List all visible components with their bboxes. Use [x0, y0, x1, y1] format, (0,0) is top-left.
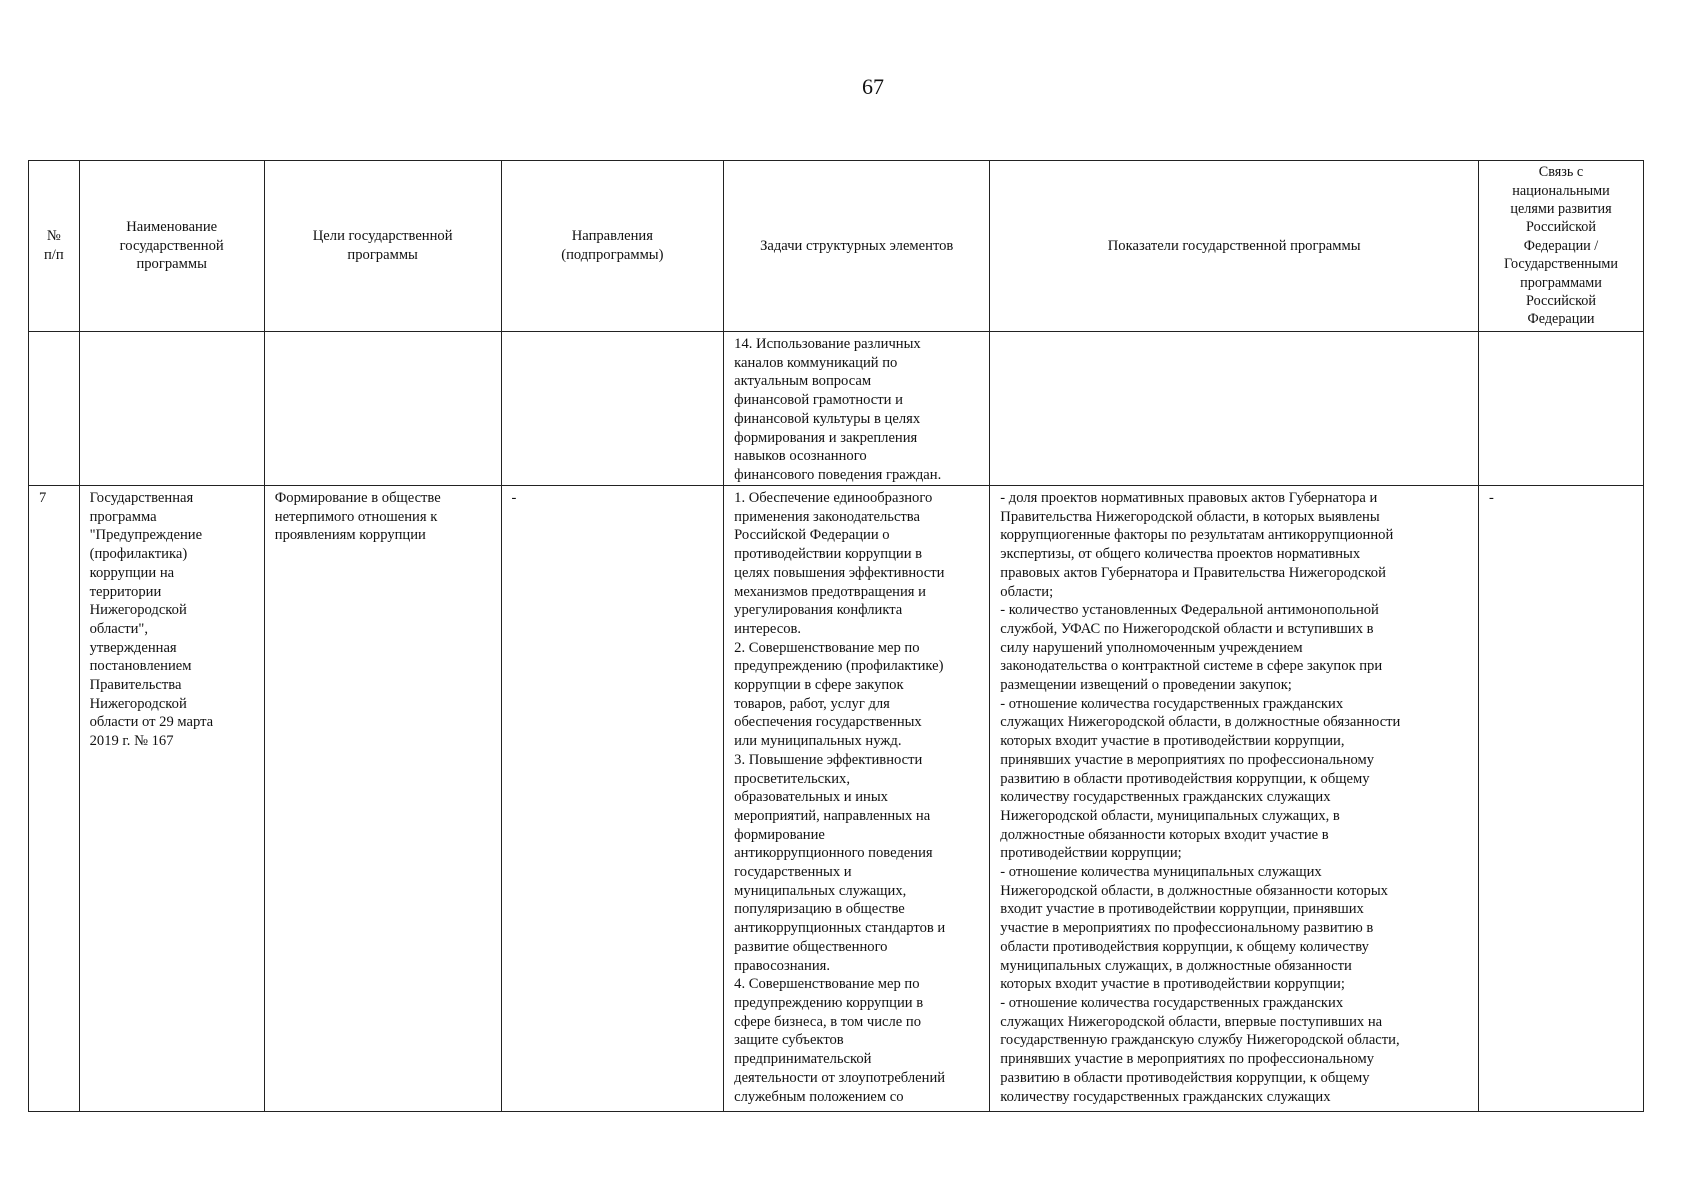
header-national-goals-link: Связь с национальными целями развития Российской Федерации / Государственными программами Российской Федерации [1479, 161, 1644, 332]
header-num: № п/п [29, 161, 80, 332]
cell-indicators [990, 332, 1479, 486]
cell-tasks: 14. Использование различных каналов коммуникаций по актуальным вопросам финансовой грамотности и финансовой культуры в целях формирования и закрепления навыков осознанного финансового поведения граждан. [724, 332, 990, 486]
header-indicators: Показатели государственной программы [990, 161, 1479, 332]
program-table [28, 160, 1644, 1112]
cell-indicators: - доля проектов нормативных правовых актов Губернатора и Правительства Нижегородской области, в которых выявлены коррупциогенные факторы по результатам антикоррупционной экспертизы, от общего количества проектов нормативных правовых актов Губернатора и Правительства Нижегородской области; - количество установленных Федеральной антимонопольной службой, УФАС по Нижегородской области и вступивших в силу нарушений уполномоченным учреждением законодательства о контрактной системе в сфере закупок при размещении извещений о проведении закупок; - отношение количества государственных гражданских служащих Нижегородской области, в должностные обязанности которых входит участие в противодействии коррупции, принявших участие в мероприятиях по профессиональному развитию в области противодействия коррупции, к общему количеству государственных гражданских служащих Нижегородской области, муниципальных служащих, в должностные обязанности которых входит участие в противодействии коррупции; - отношение количества муниципальных служащих Нижегородской области, в должностные обязанности которых входит участие в противодействии коррупции, принявших участие в мероприятиях по профессиональному развитию в области противодействия коррупции, к общему количеству муниципальных служащих, в должностные обязанности которых входит участие в противодействии коррупции; - отношение количества государственных гражданских служащих Нижегородской области, впервые поступивших на государственную гражданскую службу Нижегородской области, принявших участие в мероприятиях по профессиональному развитию в области противодействия коррупции, к общему количеству государственных гражданских служащих [990, 486, 1479, 1112]
cell-national-goals-link [1479, 332, 1644, 486]
cell-program-name [79, 332, 264, 486]
table-header-row [29, 161, 1644, 332]
header-directions: Направления (подпрограммы) [501, 161, 724, 332]
cell-national-goals-link: - [1479, 486, 1644, 1112]
cell-goals [264, 332, 501, 486]
header-goals: Цели государственной программы [264, 161, 501, 332]
cell-directions [501, 332, 724, 486]
table-row [29, 486, 1644, 1112]
cell-num [29, 332, 80, 486]
page-number: 67 [862, 74, 884, 99]
header-tasks: Задачи структурных элементов [724, 161, 990, 332]
cell-tasks: 1. Обеспечение единообразного применения законодательства Российской Федерации о противодействии коррупции в целях повышения эффективности механизмов предотвращения и урегулирования конфликта интересов. 2. Совершенствование мер по предупреждению (профилактике) коррупции в сфере закупок товаров, работ, услуг для обеспечения государственных или муниципальных нужд. 3. Повышение эффективности просветительских, образовательных и иных мероприятий, направленных на формирование антикоррупционного поведения государственных и муниципальных служащих, популяризацию в обществе антикоррупционных стандартов и развитие общественного правосознания. 4. Совершенствование мер по предупреждению коррупции в сфере бизнеса, в том числе по защите субъектов предпринимательской деятельности от злоупотреблений служебным положением со [724, 486, 990, 1112]
cell-num: 7 [29, 486, 80, 1112]
cell-goals: Формирование в обществе нетерпимого отношения к проявлениям коррупции [264, 486, 501, 1112]
table-row [29, 332, 1644, 486]
cell-program-name: Государственная программа "Предупреждение (профилактика) коррупции на территории Нижегородской области", утвержденная постановлением Правительства Нижегородской области от 29 марта 2019 г. № 167 [79, 486, 264, 1112]
header-program-name: Наименование государственной программы [79, 161, 264, 332]
cell-directions: - [501, 486, 724, 1112]
